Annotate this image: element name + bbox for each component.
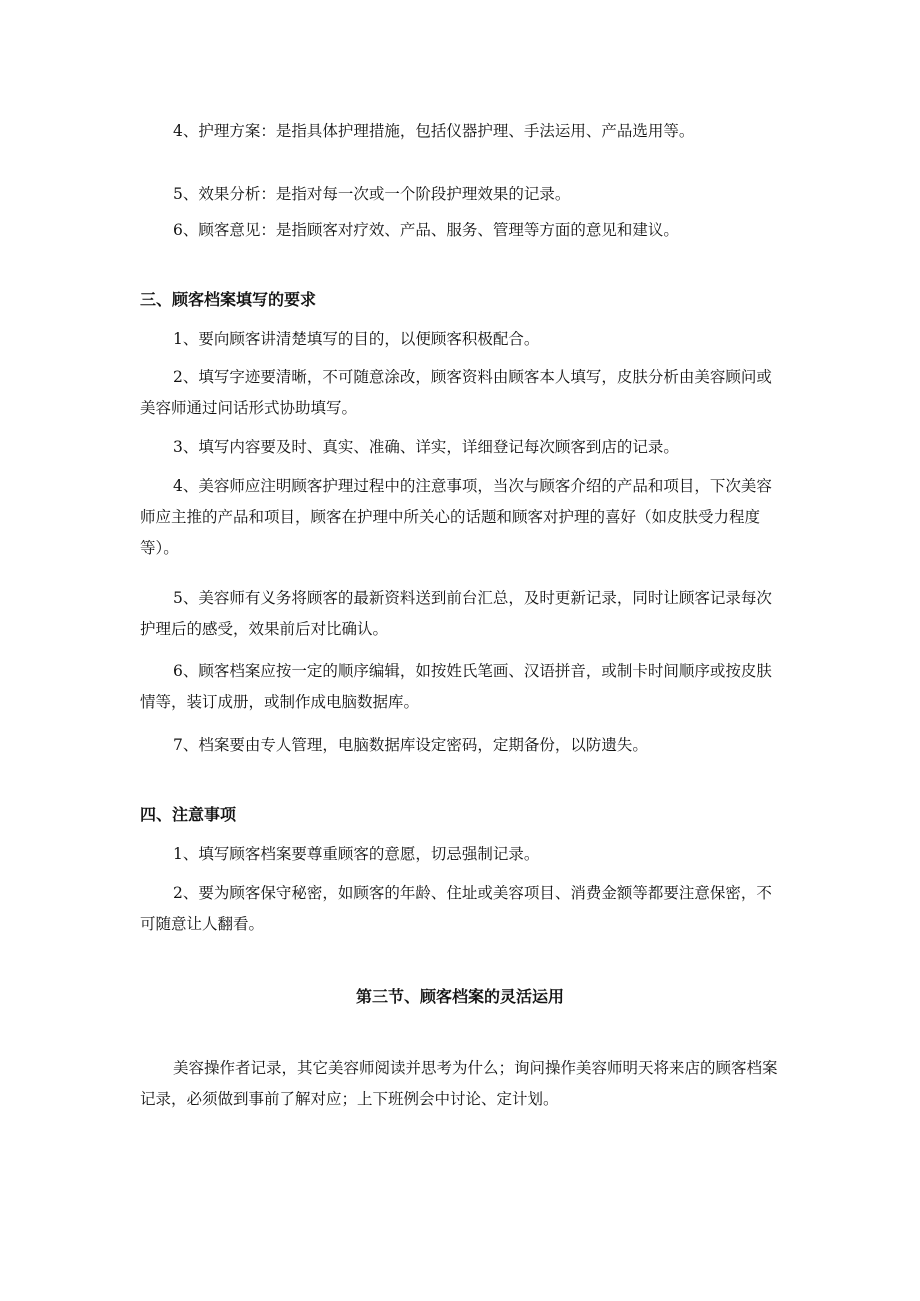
section3-item-6: 6、顾客档案应按一定的顺序编辑，如按姓氏笔画、汉语拼音，或制卡时间顺序或按皮肤情等，装订成册，或制作成电脑数据库。 <box>140 662 772 711</box>
section4-item-1: 1、填写顾客档案要尊重顾客的意愿，切忌强制记录。 <box>173 845 540 863</box>
section3-heading: 三、顾客档案填写的要求 <box>140 290 317 309</box>
part3-title: 第三节、顾客档案的灵活运用 <box>355 987 564 1006</box>
section4-heading: 四、注意事项 <box>140 805 237 824</box>
section3-item-5: 5、美容师有义务将顾客的最新资料送到前台汇总，及时更新记录，同时让顾客记录每次护理后的感受，效果前后对比确认。 <box>140 589 772 638</box>
effect-analysis-item: 5、效果分析：是指对每一次或一个阶段护理效果的记录。 <box>173 185 571 203</box>
customer-opinion-item: 6、顾客意见：是指顾客对疗效、产品、服务、管理等方面的意见和建议。 <box>173 221 679 239</box>
section3-item-1: 1、要向顾客讲清楚填写的目的，以便顾客积极配合。 <box>173 330 540 348</box>
section3-item-3: 3、填写内容要及时、真实、准确、详实，详细登记每次顾客到店的记录。 <box>173 438 679 456</box>
section3-item-4: 4、美容师应注明顾客护理过程中的注意事项，当次与顾客介绍的产品和项目，下次美容师应主推的产品和项目，顾客在护理中所关心的话题和顾客对护理的喜好（如皮肤受力程度等）。 <box>140 477 772 557</box>
part3-body: 美容操作者记录，其它美容师阅读并思考为什么；询问操作美容师明天将来店的顾客档案记录，必须做到事前了解对应；上下班例会中讨论、定计划。 <box>140 1059 778 1108</box>
section3-item-2: 2、填写字迹要清晰，不可随意涂改，顾客资料由顾客本人填写，皮肤分析由美容顾问或美容师通过问话形式协助填写。 <box>140 368 772 417</box>
section3-item-7: 7、档案要由专人管理，电脑数据库设定密码，定期备份，以防遗失。 <box>173 736 648 754</box>
care-plan-item: 4、护理方案：是指具体护理措施，包括仪器护理、手法运用、产品选用等。 <box>173 122 695 140</box>
section4-item-2: 2、要为顾客保守秘密，如顾客的年龄、住址或美容项目、消费金额等都要注意保密，不可随意让人翻看。 <box>140 884 772 933</box>
